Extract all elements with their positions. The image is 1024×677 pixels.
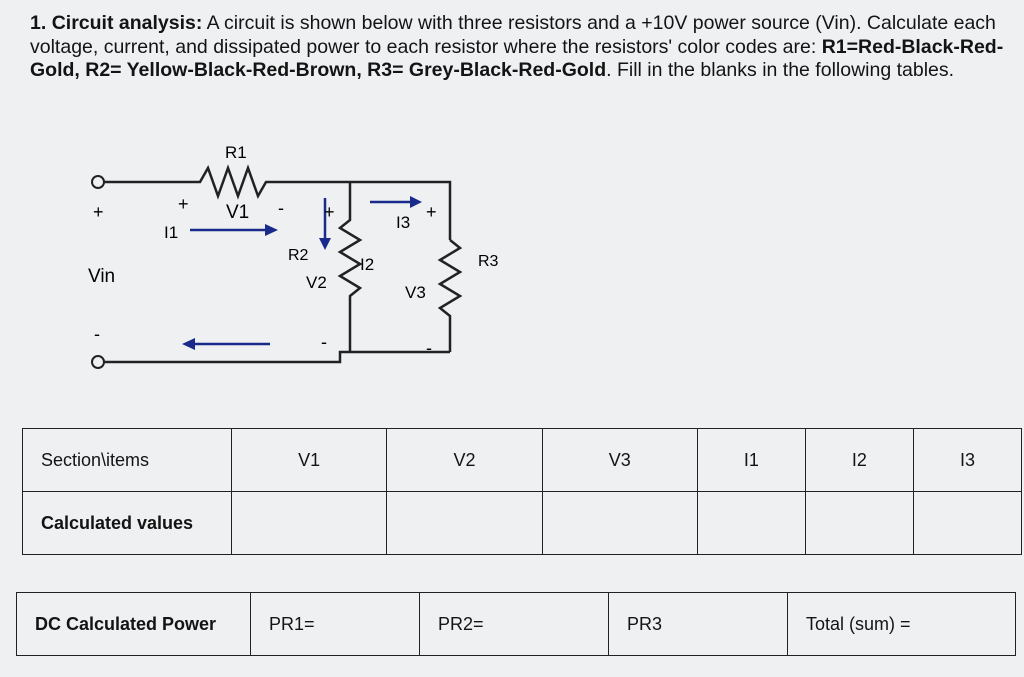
i3-label: I3 [396, 213, 411, 232]
problem-number: 1. [30, 12, 47, 34]
header-i2: I2 [805, 429, 913, 492]
circuit-diagram [60, 130, 580, 390]
return-arrowhead [182, 338, 195, 350]
r3-label: R3 [478, 253, 499, 270]
header-i1: I1 [697, 429, 805, 492]
v2-plus: + [324, 202, 335, 222]
header-i3: I3 [913, 429, 1021, 492]
v3-minus: - [426, 338, 432, 358]
table-row [23, 492, 1022, 555]
v3-plus: + [426, 202, 437, 222]
header-section-items: Section\items [23, 429, 232, 492]
header-v3: V3 [542, 429, 697, 492]
table-row [17, 593, 1016, 656]
row-label-calculated-values: Calculated values [23, 492, 232, 555]
v1-minus: - [278, 198, 284, 218]
r1-color-code: R1=Red-Black-Red-Gold, [30, 35, 1004, 81]
r3-color-code: R3= Grey-Black-Red-Gold [367, 59, 607, 81]
i3-arrowhead [410, 196, 422, 208]
cell-v2-blank[interactable] [387, 492, 542, 555]
power-table [16, 592, 1016, 656]
i1-arrowhead [265, 224, 278, 236]
cell-total-sum[interactable]: Total (sum) = [788, 593, 1016, 656]
r3-branch [440, 240, 460, 352]
top-terminal [92, 176, 104, 188]
r2-label: R2 [288, 247, 309, 264]
r2-color-code: R2= Yellow-Black-Red-Brown, [85, 59, 368, 81]
cell-pr3[interactable]: PR3 [609, 593, 788, 656]
r1-label: R1 [225, 143, 247, 162]
cell-v1-blank[interactable] [232, 492, 387, 555]
bottom-wire [104, 352, 450, 362]
vin-plus: + [93, 202, 104, 222]
i2-arrowhead [319, 238, 331, 250]
vin-label: Vin [88, 266, 116, 287]
cell-i3-blank[interactable] [913, 492, 1021, 555]
cell-v3-blank[interactable] [542, 492, 697, 555]
vin-minus: - [94, 324, 100, 344]
header-v2: V2 [387, 429, 542, 492]
calculated-values-table [22, 428, 1022, 555]
v2-label: V2 [306, 273, 327, 292]
cell-i1-blank[interactable] [697, 492, 805, 555]
cell-pr2[interactable]: PR2= [420, 593, 609, 656]
power-row-label: DC Calculated Power [17, 593, 251, 656]
problem-text-2: . Fill in the blanks in the following tables. [606, 59, 955, 81]
r2-branch [340, 182, 360, 352]
cell-i2-blank[interactable] [805, 492, 913, 555]
bottom-terminal [92, 356, 104, 368]
v1-plus: + [178, 194, 189, 214]
problem-text-1: A circuit is shown below with three resistors and a +10V power source (Vin). Calculate each voltage, current, and dissipated power to each resistor where the resistors' color codes are: [30, 12, 996, 58]
v2-minus: - [321, 332, 327, 352]
table-header-row [23, 429, 1022, 492]
i1-label: I1 [164, 223, 179, 242]
cell-pr1[interactable]: PR1= [251, 593, 420, 656]
v3-label: V3 [405, 283, 426, 302]
i2-label: I2 [360, 255, 375, 274]
v1-label: V1 [226, 202, 250, 223]
header-v1: V1 [232, 429, 387, 492]
problem-statement [30, 12, 1015, 83]
problem-heading: Circuit analysis: [51, 12, 203, 34]
